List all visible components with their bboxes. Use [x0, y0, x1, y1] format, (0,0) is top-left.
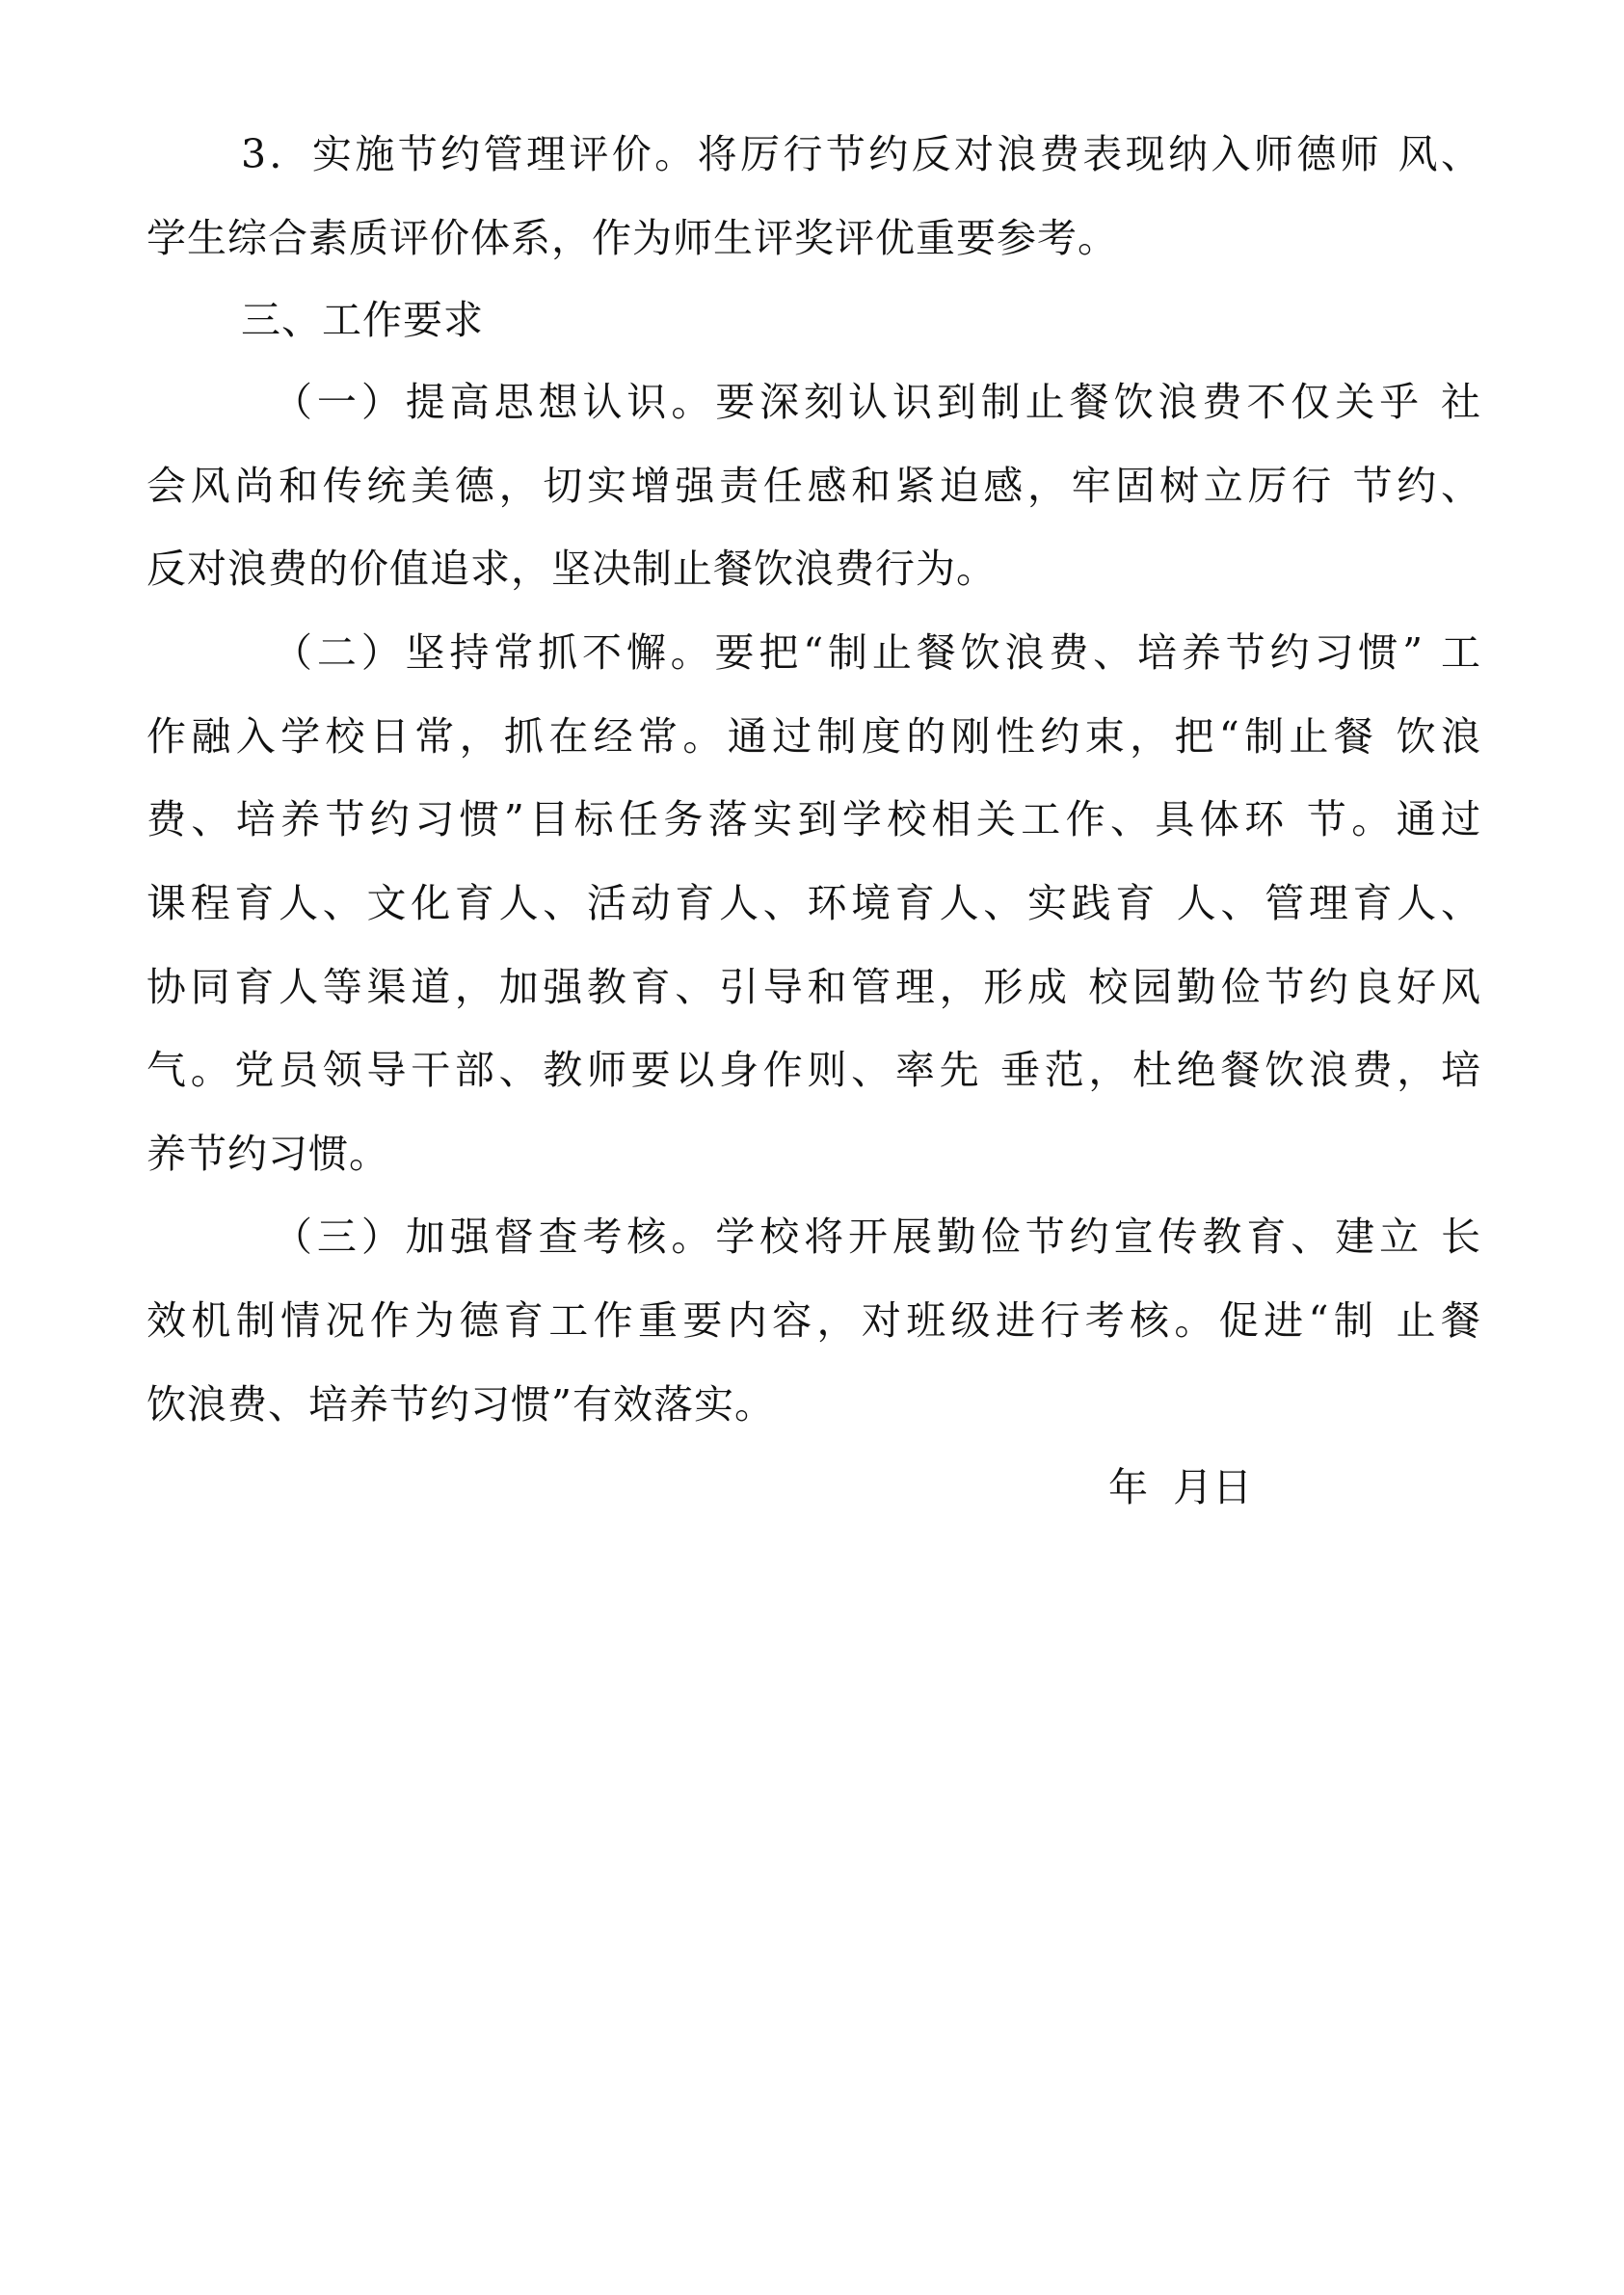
section-heading-work-requirements: 三、工作要求	[241, 297, 484, 343]
date-line: 年 月日	[1108, 1464, 1253, 1510]
para3-line-1: （三）加强督查考核。学校将开展勤俭节约宣传教育、建立 长	[273, 1214, 1481, 1260]
para1-line-1: （一）提高思想认识。要深刻认识到制止餐饮浪费不仅关乎 社	[273, 379, 1481, 425]
para2-line-4: 课程育人、文化育人、活动育人、环境育人、实践育 人、管理育人、	[146, 880, 1481, 926]
para3-line-3: 饮浪费、培养节约习惯”有效落实。	[146, 1381, 775, 1428]
item3-line-1: 3．实施节约管理评价。将厉行节约反对浪费表现纳入师德师 风、	[241, 131, 1481, 177]
item3-line-2: 学生综合素质评价体系，作为师生评奖评优重要参考。	[146, 215, 1118, 261]
para2-line-1: （二）坚持常抓不懈。要把“制止餐饮浪费、培养节约习惯” 工	[273, 629, 1481, 676]
para2-line-6: 气。党员领导干部、教师要以身作则、率先 垂范，杜绝餐饮浪费，培	[146, 1047, 1481, 1093]
para1-line-2: 会风尚和传统美德，切实增强责任感和紧迫感，牢固树立厉行 节约、	[146, 463, 1481, 509]
para2-line-7: 养节约习惯。	[146, 1131, 389, 1177]
para2-line-3: 费、培养节约习惯”目标任务落实到学校相关工作、具体环 节。通过	[146, 796, 1481, 842]
para2-line-2: 作融入学校日常，抓在经常。通过制度的刚性约束，把“制止餐 饮浪	[146, 713, 1481, 760]
para1-line-3: 反对浪费的价值追求，坚决制止餐饮浪费行为。	[146, 546, 997, 592]
para2-line-5: 协同育人等渠道，加强教育、引导和管理，形成 校园勤俭节约良好风	[146, 964, 1481, 1010]
para3-line-2: 效机制情况作为德育工作重要内容，对班级进行考核。促进“制 止餐	[146, 1297, 1481, 1344]
